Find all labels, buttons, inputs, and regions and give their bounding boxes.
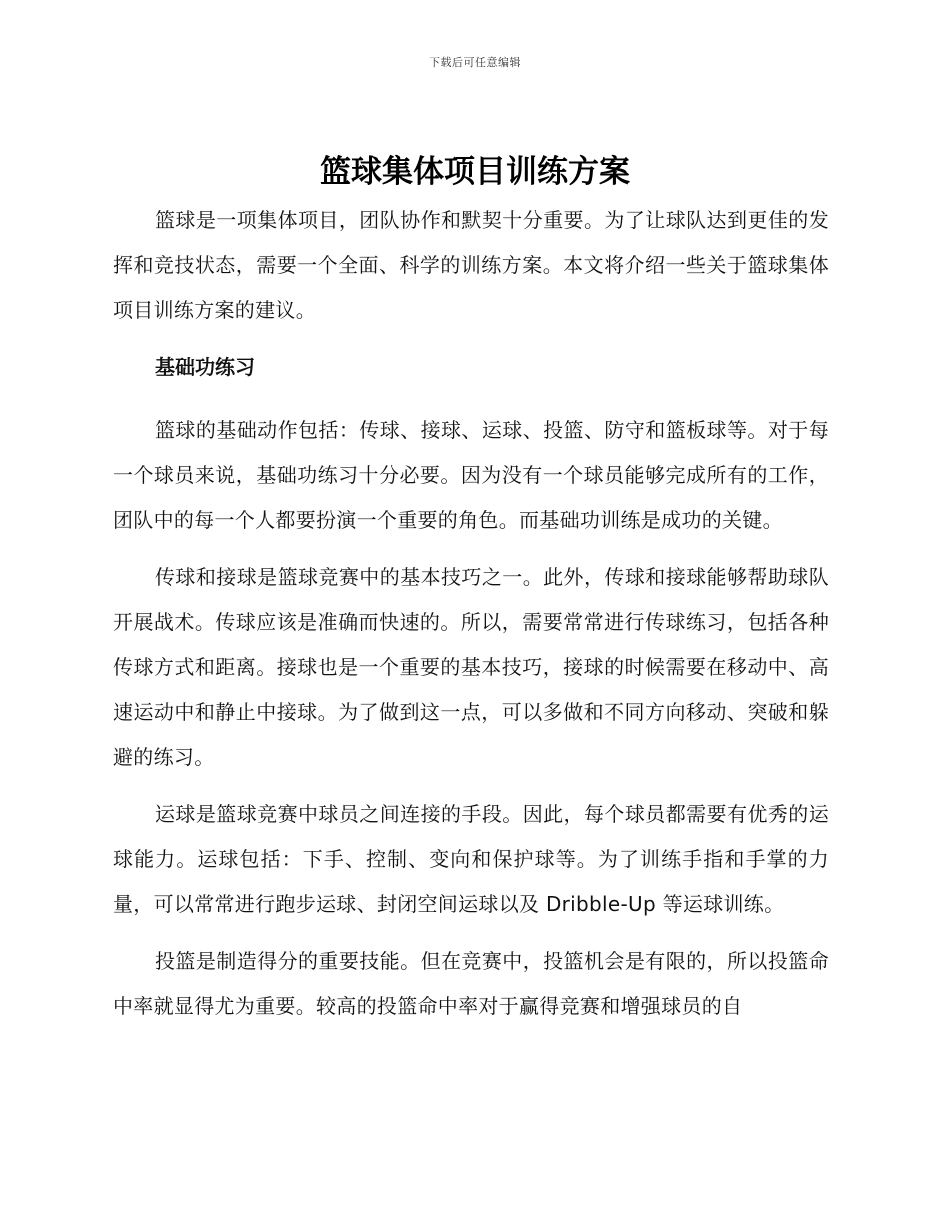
intro-paragraph: 篮球是一项集体项目，团队协作和默契十分重要。为了让球队达到更佳的发挥和竞技状态，需要一个全面、科学的训练方案。本文将介绍一些关于篮球集体项目训练方案的建议。	[113, 208, 829, 322]
document-body	[113, 198, 829, 1041]
paragraph: 篮球的基础动作包括：传球、接球、运球、投篮、防守和篮板球等。对于每一个球员来说，基础功练习十分必要。因为没有一个球员能够完成所有的工作，团队中的每一个人都要扮演一个重要的角色。而基础功训练是成功的关键。	[113, 418, 829, 532]
paragraph: 投篮是制造得分的重要技能。但在竞赛中，投篮机会是有限的，所以投篮命中率就显得尤为重要。较高的投篮命中率对于赢得竞赛和增强球员的自	[113, 949, 829, 1018]
paragraph: 传球和接球是篮球竞赛中的基本技巧之一。此外，传球和接球能够帮助球队开展战术。传球应该是准确而快速的。所以，需要常常进行传球练习，包括各种传球方式和距离。接球也是一个重要的基本技巧，接球的时候需要在移动中、高速运动中和静止中接球。为了做到这一点，可以多做和不同方向移动、突破和躲避的练习。	[113, 565, 829, 769]
header-note: 下载后可任意编辑	[429, 56, 521, 69]
paragraph: 运球是篮球竞赛中球员之间连接的手段。因此，每个球员都需要有优秀的运球能力。运球包括：下手、控制、变向和保护球等。为了训练手指和手掌的力量，可以常常进行跑步运球、封闭空间运球以及 Dribble-Up 等运球训练。	[113, 802, 829, 916]
section-heading: 基础功练习	[155, 355, 255, 379]
document-title: 篮球集体项目训练方案	[320, 154, 630, 190]
